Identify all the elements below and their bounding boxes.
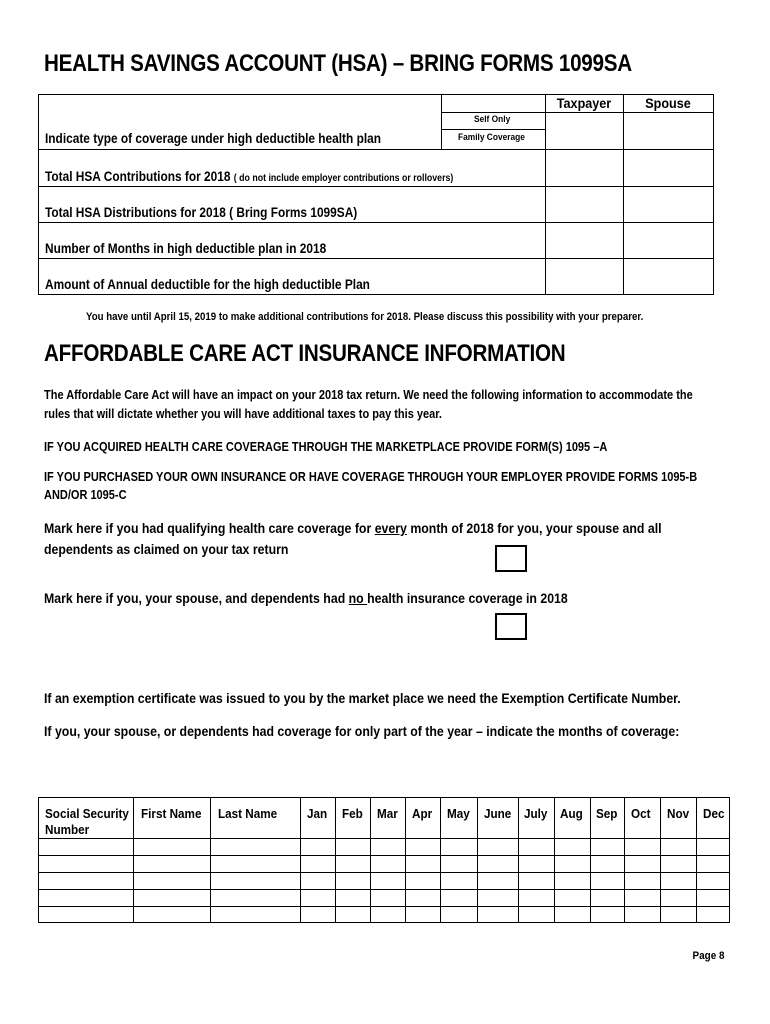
taxpayer-distributions-cell[interactable] xyxy=(546,187,623,222)
aca-intro-line2: rules that will dictate whether you will have additional taxes to pay this year. xyxy=(44,407,442,421)
month-header-june: June xyxy=(484,806,512,821)
spouse-contributions-cell[interactable] xyxy=(624,150,713,186)
partial-year-coverage-text: If you, your spouse, or dependents had coverage for only part of the year – indicate the months of coverage: xyxy=(44,723,680,739)
months-row-label: Number of Months in high deductible plan in 2018 xyxy=(45,241,327,256)
month-header-sep: Sep xyxy=(596,806,618,821)
table-row[interactable] xyxy=(39,856,729,872)
table-row[interactable] xyxy=(39,907,729,922)
taxpayer-contributions-cell[interactable] xyxy=(546,150,623,186)
spouse-column-header: Spouse xyxy=(645,95,691,111)
taxpayer-months-cell[interactable] xyxy=(546,223,623,258)
page-number: Page 8 xyxy=(692,950,724,962)
taxpayer-coverage-cell[interactable] xyxy=(546,113,623,149)
first-name-column-header: First Name xyxy=(141,806,202,821)
ssn-column-header-line1: Social Security xyxy=(45,806,129,821)
mark-every-month-text: Mark here if you had qualifying health care coverage for every month of 2018 for you, your spouse and all xyxy=(44,520,662,536)
deductible-row-label: Amount of Annual deductible for the high deductible Plan xyxy=(45,277,370,292)
purchased-instruction-line2: AND/OR 1095-C xyxy=(44,488,127,502)
taxpayer-deductible-cell[interactable] xyxy=(546,259,623,294)
taxpayer-column-header: Taxpayer xyxy=(556,95,612,111)
aca-section-title: AFFORDABLE CARE ACT INSURANCE INFORMATION xyxy=(44,340,566,367)
month-header-aug: Aug xyxy=(560,806,583,821)
hsa-contribution-note: You have until April 15, 2019 to make additional contributions for 2018. Please discuss this possibility with your preparer. xyxy=(86,311,644,323)
no-coverage-checkbox[interactable] xyxy=(495,613,527,640)
last-name-column-header: Last Name xyxy=(218,806,278,821)
mark-every-month-text-line2: dependents as claimed on your tax return xyxy=(44,541,289,557)
month-header-apr: Apr xyxy=(412,806,433,821)
purchased-instruction-line1: IF YOU PURCHASED YOUR OWN INSURANCE OR HAVE COVERAGE THROUGH YOUR EMPLOYER PROVIDE FORMS 1095-B xyxy=(44,470,698,484)
spouse-distributions-cell[interactable] xyxy=(624,187,713,222)
mark-no-coverage-text: Mark here if you, your spouse, and dependents had no health insurance coverage in 2018 xyxy=(44,590,568,606)
distributions-row-label: Total HSA Distributions for 2018 ( Bring Forms 1099SA) xyxy=(45,205,358,220)
family-coverage-label: Family Coverage xyxy=(458,132,525,143)
month-header-nov: Nov xyxy=(667,806,690,821)
table-row[interactable] xyxy=(39,839,729,855)
month-header-jan: Jan xyxy=(307,806,328,821)
every-month-coverage-checkbox[interactable] xyxy=(495,545,527,572)
marketplace-instruction: IF YOU ACQUIRED HEALTH CARE COVERAGE THROUGH THE MARKETPLACE PROVIDE FORM(S) 1095 –A xyxy=(44,440,608,454)
contributions-note: ( do not include employer contributions or rollovers) xyxy=(233,173,454,184)
spouse-deductible-cell[interactable] xyxy=(624,259,713,294)
spouse-coverage-cell[interactable] xyxy=(624,113,713,149)
month-header-mar: Mar xyxy=(377,806,398,821)
contributions-row-label: Total HSA Contributions for 2018 ( do not include employer contributions or rollovers) xyxy=(45,169,454,184)
month-header-dec: Dec xyxy=(703,806,725,821)
spouse-months-cell[interactable] xyxy=(624,223,713,258)
table-row[interactable] xyxy=(39,890,729,906)
table-row[interactable] xyxy=(39,873,729,889)
hsa-section-title: HEALTH SAVINGS ACCOUNT (HSA) – BRING FORMS 1099SA xyxy=(44,50,632,77)
month-header-july: July xyxy=(524,806,548,821)
month-header-may: May xyxy=(447,806,470,821)
ssn-column-header-line2: Number xyxy=(45,822,90,837)
month-header-oct: Oct xyxy=(631,806,651,821)
month-header-feb: Feb xyxy=(342,806,363,821)
exemption-certificate-text: If an exemption certificate was issued to you by the market place we need the Exemption Certificate Number. xyxy=(44,690,681,706)
aca-intro-line1: The Affordable Care Act will have an impact on your 2018 tax return. We need the following information to accommodate the xyxy=(44,388,693,402)
self-only-label: Self Only xyxy=(474,114,511,125)
coverage-type-label: Indicate type of coverage under high deductible health plan xyxy=(45,131,381,146)
